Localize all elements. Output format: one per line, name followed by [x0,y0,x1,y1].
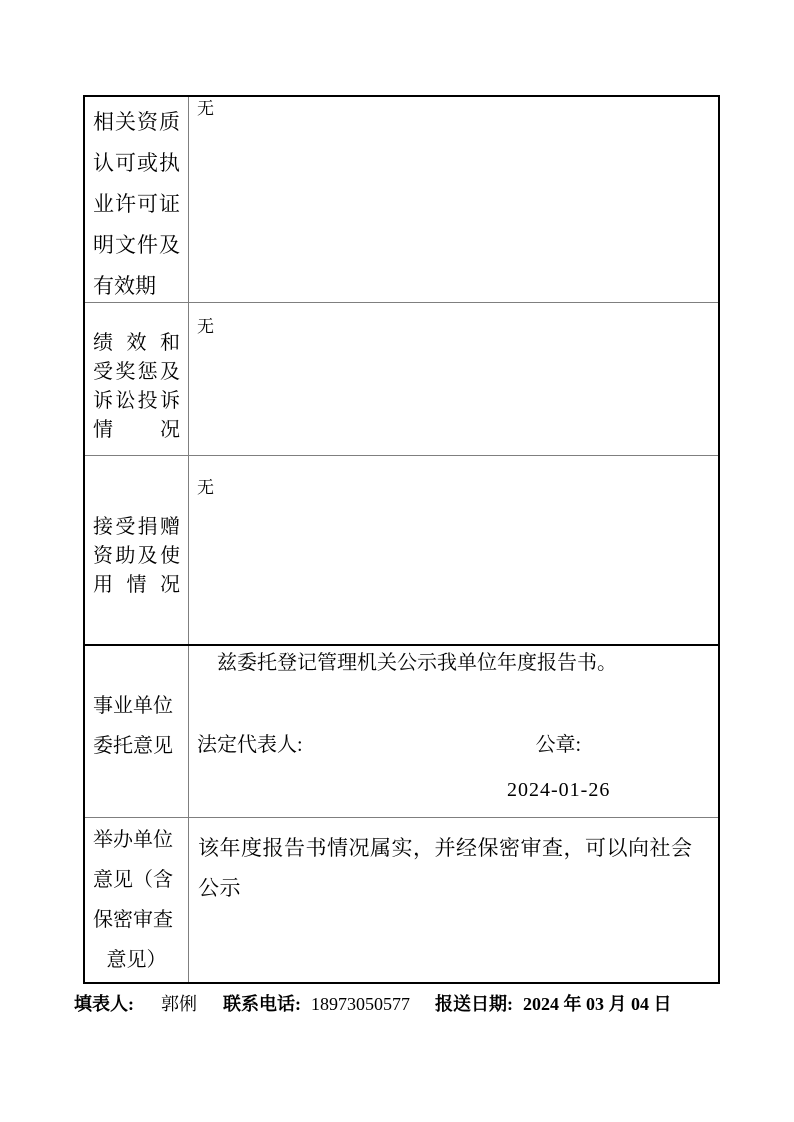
label-line: 诉讼投诉 [93,390,180,412]
performance-value-cell [189,303,718,455]
entrust-opinion-row [85,644,718,817]
qualification-value: 无 [197,99,214,118]
phone-number: 18973050577 [311,994,410,1014]
qualification-row [85,97,718,302]
label-line: 业许可证 [93,192,180,216]
filler-name: 郭俐 [161,994,197,1014]
label-line: 意见（含 [93,869,173,891]
organizer-opinion-row [85,817,718,982]
label-line: 接受捐赠 [93,516,180,538]
performance-label [85,303,189,455]
filler-label: 填表人: [74,994,134,1014]
donation-value: 无 [197,478,214,497]
donation-value-cell [189,456,718,644]
entrust-statement: 兹委托登记管理机关公示我单位年度报告书。 [217,652,617,674]
performance-value: 无 [197,317,214,336]
report-date-label: 报送日期: [435,994,513,1014]
label-line: 绩效和 [93,332,180,354]
label-line: 受奖惩及 [93,361,180,383]
entrust-opinion-label [85,646,189,817]
organizer-opinion-label [85,818,189,982]
label-line: 委托意见 [93,735,173,757]
label-line: 用情况 [93,574,180,596]
organizer-opinion-text: 该年度报告书情况属实，并经保密审查，可以向社会公示 [198,836,693,900]
label-line: 情况 [93,419,180,441]
legal-representative-label: 法定代表人: [197,734,303,756]
qualification-value-cell [189,97,718,302]
donation-row [85,455,718,644]
entrust-sign-line [197,732,712,758]
annual-report-table [83,95,720,984]
official-seal-label: 公章: [535,734,582,756]
report-date: 2024 年 03 月 04 日 [523,994,672,1014]
form-footer [74,992,672,1016]
donation-label [85,456,189,644]
label-line: 认可或执 [93,151,180,175]
label-line: 资助及使 [93,545,180,567]
label-line: 意见） [106,949,167,971]
qualification-label [85,97,189,302]
entrust-date: 2024-01-26 [507,779,611,801]
label-line: 事业单位 [93,695,173,717]
label-line: 相关资质 [93,110,180,134]
label-line: 举办单位 [93,829,173,851]
label-line: 保密审查 [93,909,173,931]
entrust-opinion-cell [189,646,718,817]
performance-row [85,302,718,455]
label-line: 有效期 [93,274,156,298]
label-line: 明文件及 [93,233,180,257]
phone-label: 联系电话: [223,994,301,1014]
